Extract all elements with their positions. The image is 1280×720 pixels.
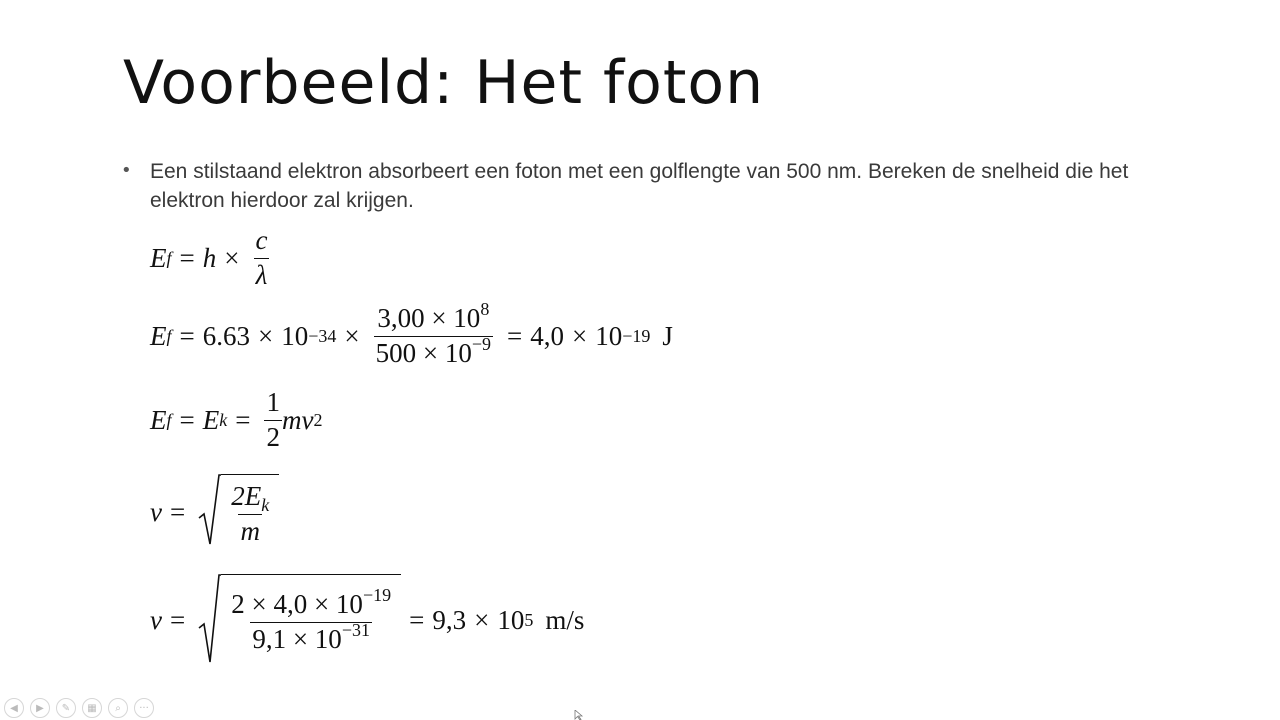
slideshow-toolbar [4, 698, 154, 718]
symbol-mv: mv [281, 404, 314, 435]
equation-photon-energy: E f = h × $\frac{c}{\lambda}$ [150, 225, 268, 290]
planck-value: 6.63 [202, 320, 250, 351]
numerator-two: 2 [231, 589, 245, 620]
bullet-marker: • [121, 160, 132, 181]
mouse-cursor-icon [574, 710, 584, 720]
denominator-two: 2 [266, 421, 280, 452]
fraction-c-over-lambda-values: $\frac{3,00 \times 10^8}{500 \times 10^{-9}}$ [375, 299, 492, 368]
symbol-e: E [150, 242, 167, 273]
equation-velocity-value: v = $\frac{2 \times 4,0 \times 10^{-19}}{9,1 \times 10^{-31}}$ = 9,3 × 10 5 m/s [150, 574, 584, 666]
next-icon[interactable]: ▶ [30, 698, 50, 718]
denominator-m: m [240, 516, 260, 546]
subscript-k2: k [261, 495, 270, 516]
symbol-lambda: λ [255, 259, 268, 290]
numerator-2ek: 2E [231, 481, 262, 512]
lambda-value: 500 [375, 337, 417, 368]
square-root-values [197, 574, 401, 666]
fraction-velocity-values: $\frac{2 \times 4,0 \times 10^{-19}}{9,1 \times 10^{-31}}$ [231, 585, 392, 654]
fraction-one-half [264, 388, 282, 452]
c-value: 3,00 [377, 303, 425, 333]
slides-icon[interactable]: ▦ [82, 698, 102, 718]
previous-icon[interactable]: ◀ [4, 698, 24, 718]
numerator-exponent: −19 [362, 585, 392, 606]
numerator-energy: 4,0 [273, 589, 308, 620]
equation-velocity-formula: v = $\frac{2E_k}{m}$ [150, 474, 279, 550]
fraction-2ek-over-m [229, 482, 271, 546]
c-exponent: 8 [480, 299, 490, 319]
zoom-icon[interactable]: ⌕ [108, 698, 128, 718]
velocity-result: 9,3 [432, 604, 467, 635]
slide-title: Voorbeeld: Het foton [123, 48, 765, 118]
subscript-f: f [166, 248, 172, 269]
symbol-c: c [255, 225, 268, 255]
equation-energy-value: E f = 6.63 × 10 −34 × $\frac{3,00 \times 10^8}{500 \times 10^{-9}}$ = 4,0 × 10 −19 J [150, 299, 673, 368]
energy-unit: J [662, 320, 673, 351]
symbol-h: h [202, 242, 217, 273]
velocity-unit: m/s [545, 604, 585, 635]
fraction-c-over-lambda [253, 226, 269, 290]
bullet-text: Een stilstaand elektron absorbeert een foton met een golflengte van 500 nm. Bereken de snelheid die het elektron hierdoor zal krijgen. [150, 160, 1129, 212]
power-base: 10 [281, 320, 309, 351]
subscript-k: k [219, 410, 228, 431]
equation-kinetic-energy: E f = E k = $\frac{1}{2}$ mv 2 [150, 387, 323, 452]
mass-exponent: −31 [341, 620, 370, 640]
lambda-exponent: −9 [471, 333, 492, 354]
pen-icon[interactable]: ✎ [56, 698, 76, 718]
electron-mass: 9,1 [252, 624, 287, 654]
square-root [197, 474, 279, 550]
more-icon[interactable]: ··· [134, 698, 154, 718]
symbol-ek: E [202, 404, 220, 435]
numerator-one: 1 [266, 387, 280, 417]
energy-result: 4,0 [530, 320, 564, 351]
symbol-v: v [150, 496, 162, 527]
